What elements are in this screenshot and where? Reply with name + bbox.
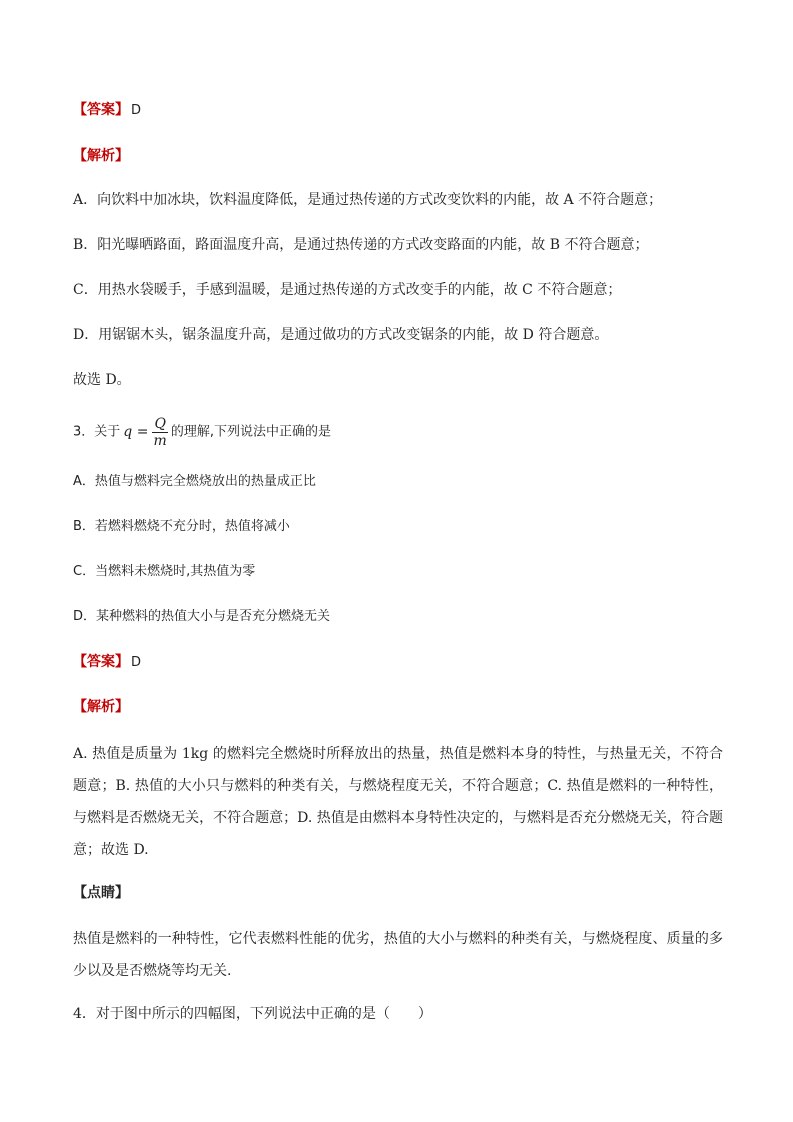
- q2-answer-value: D: [131, 103, 142, 118]
- q3-stem-suffix: 的理解,下列说法中正确的是: [170, 424, 332, 440]
- q3-comment-text: 热值是燃料的一种特性，它代表燃料性能的优劣，热值的大小与燃料的种类有关，与燃烧程度、质量的多少以及是否燃烧等均无关.: [73, 931, 723, 979]
- q2-analysis-line-b: B．阳光曝晒路面，路面温度升高，是通过热传递的方式改变路面的内能，故 B 不符合题意；: [73, 237, 649, 253]
- q3-formula-denominator: m: [153, 432, 167, 449]
- q3-formula-fraction: [152, 416, 167, 449]
- q3-answer-tag: 【答案】: [73, 654, 129, 670]
- q3-formula: [123, 414, 168, 450]
- q3-formula-lhs: q =: [123, 424, 149, 440]
- q3-comment-tag: 【点睛】: [73, 885, 129, 901]
- q3-formula-numerator: Q: [154, 415, 166, 432]
- q3-stem: [73, 414, 331, 451]
- q3-option-b: B．若燃料燃烧不充分时，热值将减小: [73, 519, 290, 534]
- q3-analysis-text: A. 热值是质量为 1kg 的燃料完全燃烧时所释放出的热量，热值是燃料本身的特性，与热量无关，不符合题意；B. 热值的大小只与燃料的种类有关，与燃烧程度无关，不符合题意；C. 热值是燃料的一种特性，与燃料是否燃烧无关，不符合题意；D. 热值是由燃料本身特性决定的，与燃料是否充分燃烧无关，符合题意；故选 D.: [73, 746, 723, 858]
- q3-option-d: D．某种燃料的热值大小与是否充分燃烧无关: [73, 609, 331, 624]
- q3-answer-line: [73, 652, 141, 673]
- q3-answer-value: D: [131, 655, 142, 670]
- q2-analysis-tag-line: [73, 146, 129, 166]
- q2-conclusion: 故选 D。: [73, 372, 131, 388]
- q2-analysis-line-a: A．向饮料中加冰块，饮料温度降低，是通过热传递的方式改变饮料的内能，故 A 不符合题意；: [73, 192, 663, 208]
- q3-option-c: C．当燃料未燃烧时,其热值为零: [73, 564, 256, 579]
- q2-analysis-line-d: D．用锯锯木头，锯条温度升高，是通过做功的方式改变锯条的内能，故 D 符合题意。: [73, 327, 609, 343]
- q2-analysis-tag: 【解析】: [73, 148, 129, 164]
- q3-comment-tag-line: [73, 883, 129, 903]
- q3-stem-prefix: 3．关于: [73, 424, 121, 440]
- q3-option-a: A．热值与燃料完全燃烧放出的热量成正比: [73, 474, 316, 489]
- q3-analysis-tag: 【解析】: [73, 699, 129, 715]
- q2-answer-tag: 【答案】: [73, 102, 129, 118]
- q2-analysis-line-c: C．用热水袋暖手，手感到温暖，是通过热传递的方式改变手的内能，故 C 不符合题意；: [73, 282, 622, 298]
- q2-answer-line: [73, 100, 141, 121]
- q4-stem: 4．对于图中所示的四幅图，下列说法中正确的是（ ）: [73, 1006, 432, 1022]
- q3-analysis-tag-line: [73, 697, 129, 717]
